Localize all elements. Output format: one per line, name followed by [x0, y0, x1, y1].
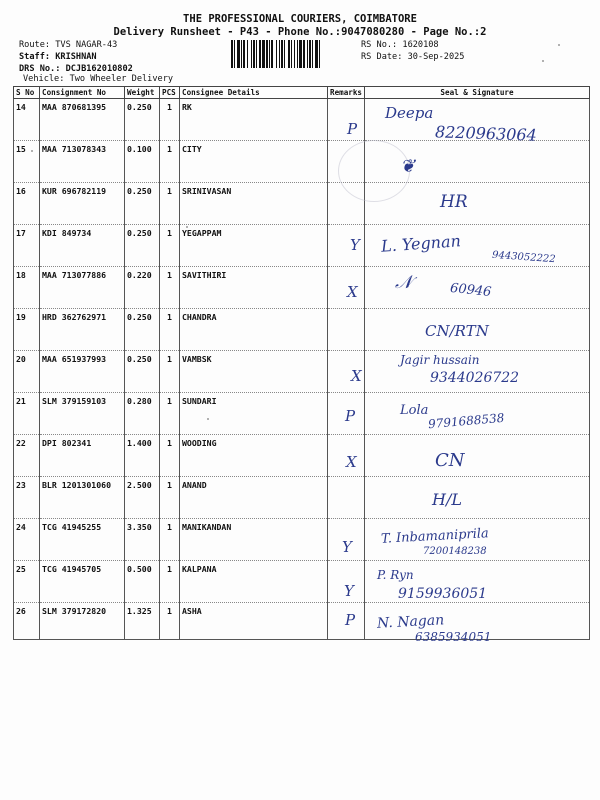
- col-remarks: Remarks: [328, 87, 365, 99]
- cell-sno: 18: [14, 267, 40, 309]
- signature-row17-phone: 9443052222: [491, 249, 556, 266]
- signature-row24-phone: 7200148238: [423, 546, 487, 557]
- barcode-bar: [291, 40, 292, 68]
- cell-remarks: [328, 477, 365, 519]
- cell-pcs: 1: [160, 99, 180, 141]
- barcode-bar: [276, 40, 277, 68]
- cell-weight: 0.250: [125, 225, 160, 267]
- company-name: THE PROFESSIONAL COURIERS, COIMBATORE: [183, 13, 417, 25]
- table-row: [14, 435, 590, 477]
- cell-consignment: TCG 41945705: [40, 561, 125, 603]
- signature-row23: H/L: [432, 490, 462, 509]
- barcode-bar: [259, 40, 261, 68]
- table-row: [14, 183, 590, 225]
- table-row: [14, 561, 590, 603]
- cell-consignment: SLM 379159103: [40, 393, 125, 435]
- cell-sno: 23: [14, 477, 40, 519]
- table-row: [14, 267, 590, 309]
- col-consignment: Consignment No: [40, 87, 125, 99]
- barcode-bar: [243, 40, 245, 68]
- cell-consignee: SRINIVASAN: [180, 183, 328, 225]
- barcode-bar: [241, 40, 242, 68]
- cell-weight: 0.280: [125, 393, 160, 435]
- cell-consignment: TCG 41945255: [40, 519, 125, 561]
- cell-sno: 26: [14, 603, 40, 640]
- cell-consignee: YEGAPPAM: [180, 225, 328, 267]
- cell-weight: 1.400: [125, 435, 160, 477]
- barcode-bar: [288, 40, 290, 68]
- scan-speck: [542, 60, 544, 62]
- col-signature: Seal & Signature: [365, 87, 590, 99]
- signature-row21-name: Lola: [400, 403, 429, 418]
- barcode-bar: [309, 40, 311, 68]
- cell-consignment: HRD 362762971: [40, 309, 125, 351]
- barcode-bar: [269, 40, 270, 68]
- cell-sno: 15: [14, 141, 40, 183]
- cell-sno: 14: [14, 99, 40, 141]
- remark-mark: Y: [350, 236, 360, 254]
- table-row: [14, 309, 590, 351]
- signature-row17-name: L. Yegnan: [380, 231, 462, 256]
- vehicle-label: Vehicle: Two Wheeler Delivery: [23, 74, 174, 84]
- cell-consignee: VAMBSK: [180, 351, 328, 393]
- scan-speck: [31, 150, 33, 152]
- signature-row20-phone: 9344026722: [430, 370, 520, 386]
- route-label: Route: TVS NAGAR-43: [19, 40, 118, 50]
- cell-weight: 0.250: [125, 351, 160, 393]
- table-row: [14, 603, 590, 640]
- barcode-bar: [319, 40, 320, 68]
- cell-consignment: KUR 696782119: [40, 183, 125, 225]
- remark-mark: P: [347, 120, 358, 138]
- cell-sno: 17: [14, 225, 40, 267]
- cell-consignment: MAA 870681395: [40, 99, 125, 141]
- cell-pcs: 1: [160, 141, 180, 183]
- remark-mark: Y: [342, 538, 352, 556]
- cell-weight: 3.350: [125, 519, 160, 561]
- signature-row14-name: Deepa: [385, 104, 434, 122]
- barcode-bar: [297, 40, 298, 68]
- cell-signature: [365, 477, 590, 519]
- rs-number: RS No.: 1620108: [361, 40, 439, 50]
- barcode-bar: [315, 40, 318, 68]
- cell-consignee: CHANDRA: [180, 309, 328, 351]
- table-row: [14, 141, 590, 183]
- signature-row18-phone: 60946: [449, 280, 493, 301]
- col-consignee: Consignee Details: [180, 87, 328, 99]
- cell-sno: 19: [14, 309, 40, 351]
- signature-row19: CN/RTN: [425, 322, 489, 340]
- cell-weight: 0.100: [125, 141, 160, 183]
- barcode-bar: [299, 40, 302, 68]
- remark-mark: P: [345, 407, 356, 425]
- signature-row26-phone: 6385934051: [415, 630, 492, 644]
- col-pcs: PCS: [160, 87, 180, 99]
- table-row: [14, 477, 590, 519]
- signature-row22: CN: [435, 450, 465, 471]
- runsheet-subtitle: Delivery Runsheet - P43 - Phone No.:9047080280 - Page No.:2: [113, 26, 487, 38]
- cell-consignment: MAA 713077886: [40, 267, 125, 309]
- cell-consignee: CITY: [180, 141, 328, 183]
- cell-consignment: SLM 379172820: [40, 603, 125, 640]
- cell-consignment: DPI 802341: [40, 435, 125, 477]
- scan-speck: [186, 226, 188, 228]
- cell-sno: 21: [14, 393, 40, 435]
- cell-consignment: MAA 713078343: [40, 141, 125, 183]
- col-weight: Weight: [125, 87, 160, 99]
- barcode-bar: [256, 40, 257, 68]
- cell-pcs: 1: [160, 225, 180, 267]
- cell-pcs: 1: [160, 435, 180, 477]
- cell-consignee: ANAND: [180, 477, 328, 519]
- cell-consignee: WOODING: [180, 435, 328, 477]
- cell-pcs: 1: [160, 267, 180, 309]
- cell-pcs: 1: [160, 309, 180, 351]
- cell-weight: 0.250: [125, 183, 160, 225]
- signature-row25-name: P. Ryn: [377, 568, 414, 582]
- signature-row24-name: T. Inbamaniprila: [380, 526, 490, 547]
- scan-speck: [558, 44, 560, 46]
- signature-row21-phone: 9791688538: [427, 410, 505, 432]
- cell-weight: 0.500: [125, 561, 160, 603]
- barcode-bar: [279, 40, 280, 68]
- cell-weight: 0.250: [125, 99, 160, 141]
- barcode-bar: [284, 40, 285, 68]
- cell-sno: 25: [14, 561, 40, 603]
- cell-weight: 0.250: [125, 309, 160, 351]
- staff-label: Staff: KRISHNAN: [19, 52, 97, 62]
- remark-mark: P: [345, 611, 356, 629]
- table-header-row: [14, 87, 590, 99]
- cell-consignee: SAVITHIRI: [180, 267, 328, 309]
- cell-remarks: [328, 99, 365, 141]
- cell-pcs: 1: [160, 561, 180, 603]
- barcode-bar: [294, 40, 295, 68]
- barcode-bar: [281, 40, 283, 68]
- remark-mark: X: [347, 283, 358, 301]
- col-sno: S No: [14, 87, 40, 99]
- cell-remarks: [328, 309, 365, 351]
- barcode-bar: [266, 40, 268, 68]
- cell-pcs: 1: [160, 603, 180, 640]
- cell-consignee: SUNDARI: [180, 393, 328, 435]
- barcode-bar: [251, 40, 252, 68]
- cell-consignee: ASHA: [180, 603, 328, 640]
- signature-row14-phone: 8220963064: [434, 122, 538, 145]
- runsheet-table: [13, 86, 590, 640]
- cell-pcs: 1: [160, 393, 180, 435]
- signature-row16: HR: [440, 192, 468, 212]
- cell-weight: 0.220: [125, 267, 160, 309]
- cell-pcs: 1: [160, 477, 180, 519]
- table-row: [14, 519, 590, 561]
- cell-consignee: RK: [180, 99, 328, 141]
- barcode-bar: [231, 40, 233, 68]
- cell-sno: 22: [14, 435, 40, 477]
- barcode-bar: [253, 40, 255, 68]
- signature-row26-name: N. Nagan: [376, 612, 445, 632]
- signature-row20-name: Jagir hussain: [400, 353, 480, 367]
- barcode-bar: [307, 40, 308, 68]
- barcode-bar: [271, 40, 273, 68]
- scan-speck: [207, 418, 209, 420]
- cell-pcs: 1: [160, 183, 180, 225]
- remark-mark: X: [346, 453, 357, 471]
- barcode-bar: [303, 40, 305, 68]
- cell-consignee: KALPANA: [180, 561, 328, 603]
- signature-row15-scribble: ❦: [400, 156, 416, 177]
- cell-remarks: [328, 267, 365, 309]
- barcode-image: [231, 40, 355, 68]
- signature-row18-scribble: 𝒩: [395, 272, 413, 293]
- barcode-bar: [312, 40, 313, 68]
- cell-weight: 1.325: [125, 603, 160, 640]
- rs-date: RS Date: 30-Sep-2025: [361, 52, 465, 62]
- barcode-bar: [234, 40, 235, 68]
- cell-pcs: 1: [160, 519, 180, 561]
- cell-weight: 2.500: [125, 477, 160, 519]
- signature-row25-phone: 9159936051: [398, 586, 488, 602]
- cell-sno: 16: [14, 183, 40, 225]
- cell-consignee: MANIKANDAN: [180, 519, 328, 561]
- cell-signature: [365, 435, 590, 477]
- drs-number: DRS No.: DCJB162010802: [19, 64, 133, 74]
- cell-consignment: BLR 1201301060: [40, 477, 125, 519]
- cell-consignment: KDI 849734: [40, 225, 125, 267]
- cell-consignment: MAA 651937993: [40, 351, 125, 393]
- cell-sno: 20: [14, 351, 40, 393]
- barcode-bar: [237, 40, 240, 68]
- barcode-bar: [262, 40, 265, 68]
- remark-mark: X: [351, 367, 362, 385]
- cell-sno: 24: [14, 519, 40, 561]
- cell-pcs: 1: [160, 351, 180, 393]
- remark-mark: Y: [344, 582, 354, 600]
- barcode-bar: [247, 40, 248, 68]
